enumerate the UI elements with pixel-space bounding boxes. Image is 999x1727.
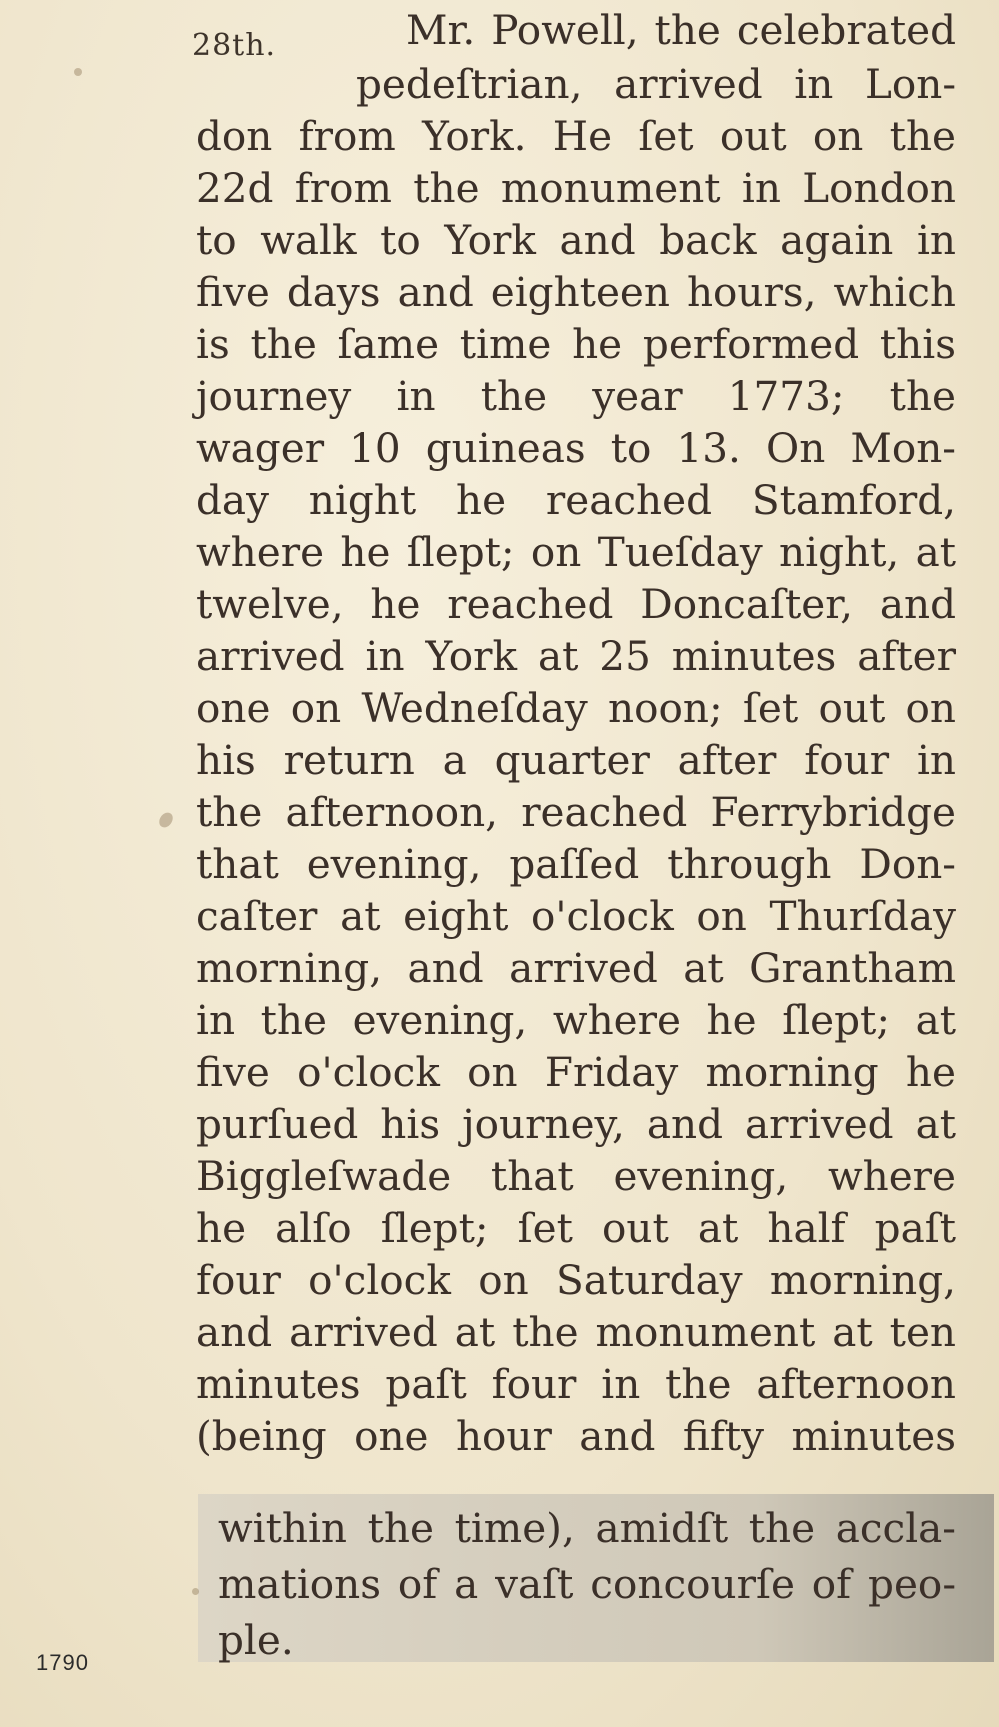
text-line: twelve, he reached Doncaſter, and (196, 580, 956, 628)
text-line: day night he reached Stamford, (196, 476, 956, 524)
text-line: don from York. He ſet out on the (196, 112, 956, 160)
text-line: where he ſlept; on Tueſday night, at (196, 528, 956, 576)
text-line: to walk to York and back again in (196, 216, 956, 264)
text-line: journey in the year 1773; the (196, 372, 956, 420)
marginal-date-note: 28th. (192, 28, 277, 63)
text-line: in the evening, where he ſlept; at (196, 996, 956, 1044)
text-line: and arrived at the monument at ten (196, 1308, 956, 1356)
text-line: Mr. Powell, the celebrated (406, 6, 956, 54)
text-line: he alſo ſlept; ſet out at half paſt (196, 1204, 956, 1252)
text-line: the afternoon, reached Ferrybridge (196, 788, 956, 836)
text-line: five o'clock on Friday morning he (196, 1048, 956, 1096)
ink-blot (192, 1588, 199, 1595)
year-label: 1790 (36, 1650, 89, 1675)
text-line: five days and eighteen hours, which (196, 268, 956, 316)
text-line: one on Wedneſday noon; ſet out on (196, 684, 956, 732)
text-line: Biggleſwade that evening, where (196, 1152, 956, 1200)
text-line: four o'clock on Saturday morning, (196, 1256, 956, 1304)
text-line: wager 10 guineas to 13. On Mon- (196, 424, 956, 472)
text-line: morning, and arrived at Grantham (196, 944, 956, 992)
text-line: 22d from the monument in London (196, 164, 956, 212)
ink-blot (156, 810, 175, 830)
text-line: that evening, paſſed through Don- (196, 840, 956, 888)
text-line: is the ſame time he performed this (196, 320, 956, 368)
text-line: minutes paſt four in the afternoon (196, 1360, 956, 1408)
text-line: caſter at eight o'clock on Thurſday (196, 892, 956, 940)
text-line: his return a quarter after four in (196, 736, 956, 784)
ink-blot (74, 68, 82, 76)
text-line: arrived in York at 25 minutes after (196, 632, 956, 680)
text-line: pedeſtrian, arrived in Lon- (356, 60, 956, 108)
text-line: mations of a vaſt concourſe of peo- (218, 1560, 956, 1608)
text-line: purſued his journey, and arrived at (196, 1100, 956, 1148)
text-line: within the time), amidſt the accla- (218, 1504, 956, 1552)
text-line: ple. (218, 1616, 294, 1664)
text-line: (being one hour and fifty minutes (196, 1412, 956, 1460)
